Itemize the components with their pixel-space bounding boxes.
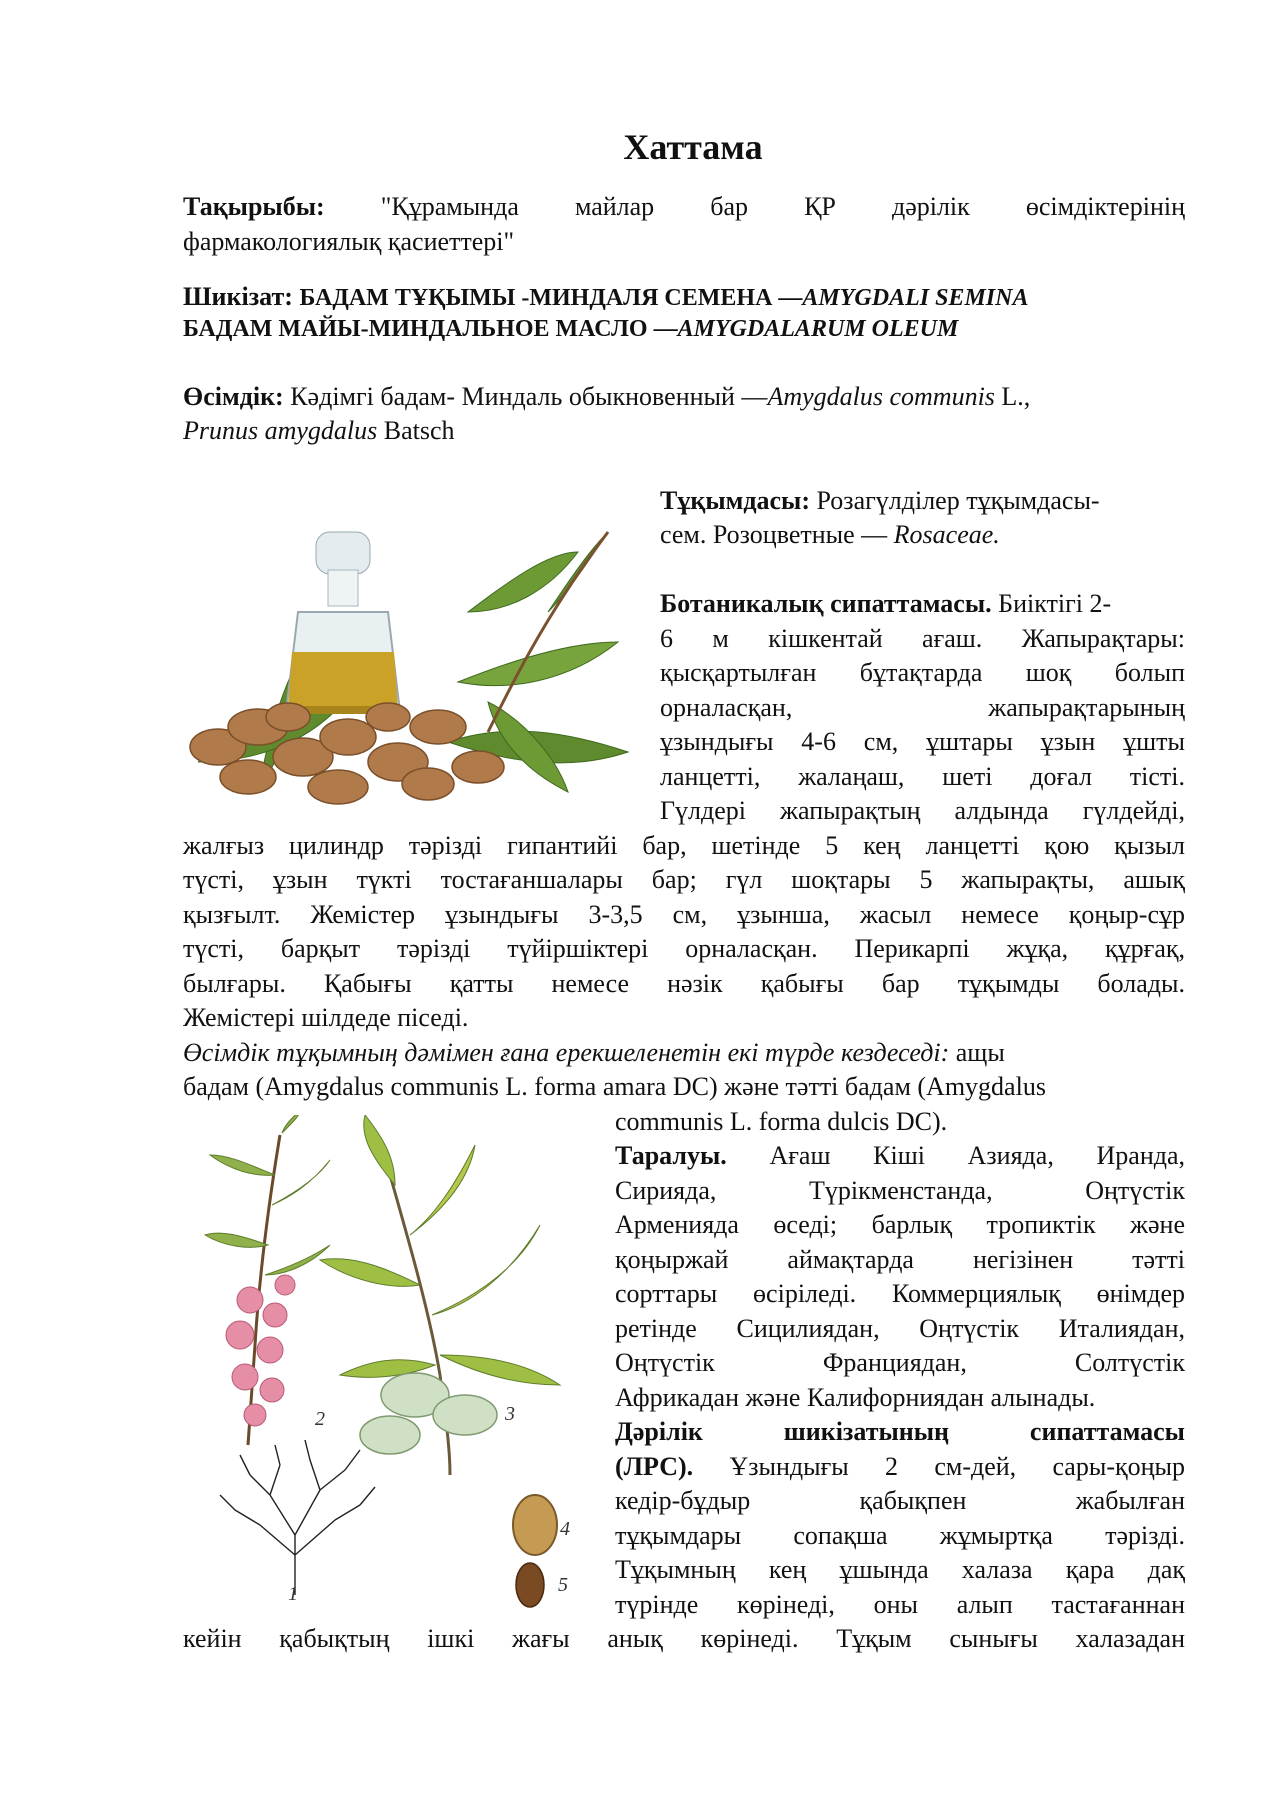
plant-latin-2: Prunus amygdalus	[183, 416, 378, 445]
topic-line-1	[183, 190, 1185, 225]
plant-label: Өсімдік:	[183, 382, 284, 411]
botanical-line: ланцетті, жалаңаш, шеті доғал тісті.	[660, 762, 1185, 791]
almond-botanical-illustration	[200, 1115, 595, 1615]
distribution-line: Оңтүстік Франциядан, Солтүстік	[615, 1348, 1185, 1377]
family-line-1	[660, 484, 1185, 519]
botanical-line: қысқартылған бұтақтарда шоқ болып	[660, 658, 1185, 687]
family-text-1: Розагүлділер тұқымдасы-	[809, 486, 1100, 515]
plant-text-3: Batsch	[377, 416, 455, 445]
lrs-line: кедір-бұдыр қабықпен жабылған	[615, 1486, 1185, 1515]
almond-oil-photo	[188, 492, 640, 810]
figure-number: 3	[505, 1403, 515, 1425]
distribution-label: Таралуы.	[615, 1141, 727, 1170]
plant-latin-1: Amygdalus communis	[767, 382, 995, 411]
distribution-last-line: Африкадан және Калифорниядан алынады.	[615, 1383, 1096, 1412]
family-text-2: сем. Розоцветные —	[660, 520, 894, 549]
botanical-label: Ботаникалық сипаттамасы.	[660, 589, 992, 618]
plant-line-2	[183, 414, 1193, 449]
botanical-full-line: қызғылт. Жемістер ұзындығы 3-3,5 см, ұзынша, жасыл немесе қоңыр-сұр	[183, 900, 1185, 929]
lrs-text: Ұзындығы 2 см-дей, сары-қоңыр	[693, 1452, 1185, 1481]
varieties-line-1	[183, 1036, 1193, 1071]
lrs-label-2: (ЛРС).	[615, 1452, 694, 1481]
lrs-full-line: кейін қабықтың ішкі жағы анық көрінеді. Тұқым сынығы халазадан	[183, 1624, 1185, 1653]
raw-material-latin-2: AMYGDALARUM OLEUM	[677, 316, 959, 342]
figure-number: 5	[558, 1574, 568, 1596]
botanical-full-line: жалғыз цилиндр тәрізді гипантийі бар, шетінде 5 кең ланцетті қою қызыл	[183, 831, 1185, 860]
topic-word: дәрілік	[891, 192, 970, 221]
distribution-text: Ағаш Кіші Азияда, Иранда,	[726, 1141, 1185, 1170]
topic-word: бар	[710, 192, 749, 221]
topic-label: Тақырыбы:	[183, 192, 325, 221]
raw-material-latin-1: AMYGDALI SEMINA	[802, 285, 1029, 311]
distribution-line: сорттары өсіріледі. Коммерциялық өнімдер	[615, 1279, 1185, 1308]
lrs-line: түрінде көрінеді, оны алып тастағаннан	[615, 1590, 1185, 1619]
plant-text-2: L.,	[994, 382, 1031, 411]
botanical-full-line: түсті, барқыт тәрізді түйіршіктері орналасқан. Перикарпі жұқа, құрғақ,	[183, 934, 1185, 963]
varieties-line-3: communis L. forma dulcis DC).	[615, 1107, 948, 1136]
figure-number: 1	[288, 1583, 298, 1605]
distribution-line	[615, 1139, 1185, 1174]
plant-line-1	[183, 380, 1193, 415]
botanical-line: Гүлдері жапырақтың алдында гүлдейді,	[660, 796, 1185, 825]
distribution-line: Сирияда, Түрікменстанда, Оңтүстік	[615, 1176, 1185, 1205]
varieties-line-2: бадам (Amygdalus communis L. forma amara DC) және тәтті бадам (Amygdalus	[183, 1072, 1046, 1101]
topic-word: "Құрамында	[380, 192, 519, 221]
lrs-line: Тұқымның кең ұшында халаза қара дақ	[615, 1555, 1185, 1584]
botanical-full-line: түсті, ұзын түкті тостағаншалары бар; гүл шоқтары 5 жапырақты, ашық	[183, 865, 1185, 894]
page-title: Хаттама	[623, 127, 763, 167]
topic-word: ҚР	[804, 192, 836, 221]
raw-material-caps-2: БАДАМ МАЙЫ-МИНДАЛЬНОЕ МАСЛО —	[183, 316, 678, 342]
botanical-last-line: Жемістері шілдеде піседі.	[183, 1003, 469, 1032]
botanical-text: Биіктігі 2-	[991, 589, 1112, 618]
lrs-line	[615, 1450, 1185, 1485]
raw-material-label: Шикізат:	[183, 282, 293, 311]
raw-material-line-2	[183, 313, 1193, 344]
distribution-line: қоңыржай аймақтарда негізінен тәтті	[615, 1245, 1185, 1274]
topic-word: майлар	[574, 192, 655, 221]
family-label: Тұқымдасы:	[660, 486, 810, 515]
lrs-line	[615, 1415, 1185, 1450]
figure-number: 4	[560, 1518, 570, 1540]
distribution-line: Арменияда өседі; барлық тропиктік және	[615, 1210, 1185, 1239]
family-latin: Rosaceae.	[893, 520, 1000, 549]
botanical-line: ұзындығы 4-6 см, ұштары ұзын ұшты	[660, 727, 1185, 756]
raw-material-line-1	[183, 282, 1193, 313]
plant-text-1: Кәдімгі бадам- Миндаль обыкновенный —	[283, 382, 768, 411]
family-line-2	[660, 518, 1185, 553]
botanical-line: 6 м кішкентай ағаш. Жапырақтары:	[660, 624, 1185, 653]
raw-material-caps-1: БАДАМ ТҰҚЫМЫ -МИНДАЛЯ СЕМЕНА —	[299, 285, 803, 311]
botanical-line	[660, 587, 1185, 622]
distribution-line: ретінде Сицилиядан, Оңтүстік Италиядан,	[615, 1314, 1185, 1343]
figure-number: 2	[315, 1408, 325, 1430]
topic-line-2: фармакологиялық қасиеттері"	[183, 227, 515, 256]
botanical-full-line: былғары. Қабығы қатты немесе нәзік қабығы бар тұқымды болады.	[183, 969, 1185, 998]
lrs-label: Дәрілік шикізатының сипаттамасы	[615, 1417, 1185, 1446]
varieties-rest: ащы	[949, 1038, 1005, 1067]
lrs-line: тұқымдары сопақша жұмыртқа тәрізді.	[615, 1521, 1185, 1550]
topic-word: өсімдіктерінің	[1025, 192, 1185, 221]
botanical-line: орналасқан, жапырақтарының	[660, 693, 1185, 722]
varieties-italic: Өсімдік тұқымның дәмімен ғана ерекшеленетін екі түрде кездеседі:	[183, 1038, 950, 1067]
